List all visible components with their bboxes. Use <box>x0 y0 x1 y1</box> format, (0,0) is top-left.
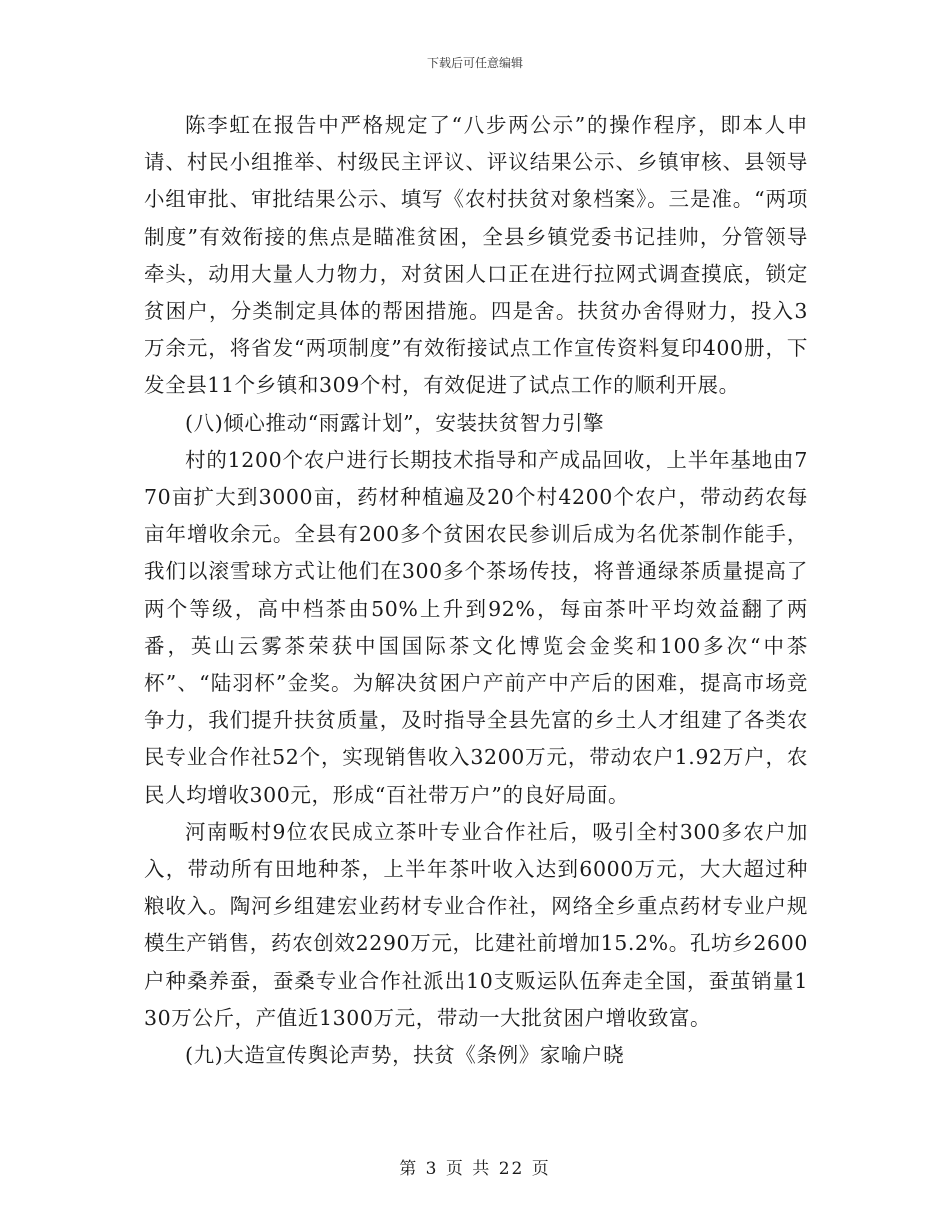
section-heading-8: (八)倾心推动“雨露计划”，安装扶贫智力引擎 <box>185 410 605 435</box>
page-footer: 第 3 页 共 22 页 <box>399 1159 551 1179</box>
paragraph-3: 河南畈村9位农民成立茶叶专业合作社后，吸引全村300多农户加入，带动所有田地种茶，上半年茶叶收入达到6000万元，大大超过种粮收入。陶河乡组建宏业药材专业合作社，网络全乡重点药材专业户规模生产销售，药农创效2290万元，比建社前增加15.2%。孔坊乡2600户种桑养蚕，蚕桑专业合作社派出10支贩运队伍奔走全国，蚕茧销量130万公斤，产值近1300万元，带动一大批贫困户增收致富。 <box>144 819 808 1030</box>
header-note: 下载后可任意编辑 <box>426 56 523 70</box>
paragraph-1: 陈李虹在报告中严格规定了“八步两公示”的操作程序，即本人申请、村民小组推举、村级民主评议、评议结果公示、乡镇审核、县领导小组审批、审批结果公示、填写《农村扶贫对象档案》。三是准。“两项制度”有效衔接的焦点是瞄准贫困，全县乡镇党委书记挂帅，分管领导牵头，动用大量人力物力，对贫困人口正在进行拉网式调查摸底，锁定贫困户，分类制定具体的帮困措施。四是舍。扶贫办舍得财力，投入3万余元，将省发“两项制度”有效衔接试点工作宣传资料复印400册，下发全县11个乡镇和309个村，有效促进了试点工作的顺利开展。 <box>144 113 808 398</box>
paragraph-2: 村的1200个农户进行长期技术指导和产成品回收，上半年基地由770亩扩大到3000亩，药材种植遍及20个村4200个农户，带动药农每亩年增收余元。全县有200多个贫困农民参训后成为名优茶制作能手，我们以滚雪球方式让他们在300多个茶场传技，将普通绿茶质量提高了两个等级，高中档茶由50%上升到92%，每亩茶叶平均效益翻了两番，英山云雾茶荣获中国国际茶文化博览会金奖和100多次“中茶杯”、“陆羽杯”金奖。为解决贫困户产前产中产后的困难，提高市场竞争力，我们提升扶贫质量，及时指导全县先富的乡土人才组建了各类农民专业合作社52个，实现销售收入3200万元，带动农户1.92万户，农民人均增收300元，形成“百社带万户”的良好局面。 <box>144 447 808 807</box>
section-heading-9: (九)大造宣传舆论声势，扶贫《条例》家喻户晓 <box>185 1043 625 1068</box>
document-body <box>144 107 808 1074</box>
